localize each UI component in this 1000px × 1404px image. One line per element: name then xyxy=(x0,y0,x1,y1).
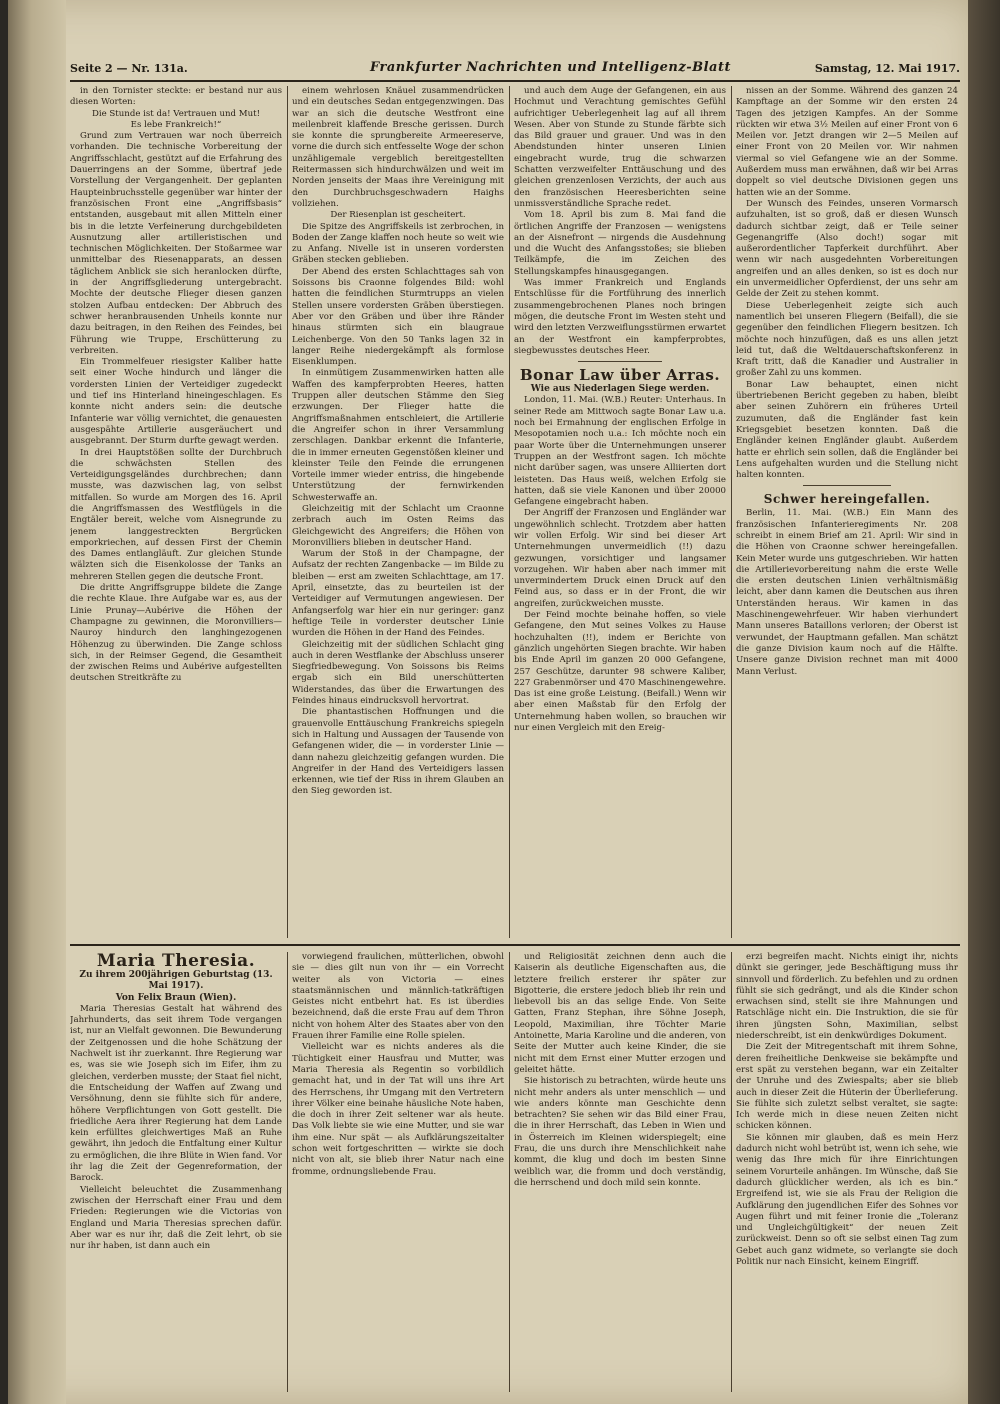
paragraph: Vom 18. April bis zum 8. Mai fand die örtlichen Angriffe der Franzosen — wenigstens an der Aisnefront — nirgends die Ausdehnung und die Wucht des Anfangsstoßes; sie blieben Teilkämpfe, die im Zeichen des Stellungskampfes hinausgegangen. xyxy=(514,210,726,277)
paragraph: Sie können mir glauben, daß es mein Herz dadurch nicht wohl betrübt ist, wenn ich sehe, wie wenig das Ihre mich für ihre Einrichtungen seinem Vorurteile anhängen. Im Wünsche, daß Sie dadurch glücklicher werden, als ich es bin.“ Ergreifend ist, wie sie als Frau der Religion die Aufklärung den jugendlichen Eifer des Sohnes vor Augen führt und mit feiner Ironie die „Toleranz und Ungleichgültigkeit“ der neuen Zeit zurückweist. Denn so oft sie selbst einen Tag zum Gebet auch ganz widmete, so verlangte sie doch Politik nur nach Einsicht, keinem Eingriff. xyxy=(736,1132,958,1268)
column-rule xyxy=(287,86,288,938)
paragraph: Der Angriff der Franzosen und Engländer war ungewöhnlich schlecht. Trotzdem aber hatten wir vollen Erfolg. Wir sind bei dieser Art Unternehmungen unvermeidlich (!!) dazu gezwungen, vorsichtiger und langsamer vorzugehen. Wir haben aber nach immer mit unvermindertem Druck einen Druck auf den Feind aus, so dass er in der Front, die wir angreifen, zurückweichen musste. xyxy=(514,508,726,609)
top-column-3 xyxy=(514,86,726,938)
paragraph: London, 11. Mai. (W.B.) Reuter: Unterhaus. In seiner Rede am Mittwoch sagte Bonar Law u.a. noch bei Ermahnung der englischen Erfolge in Mesopotamien noch u.a.: Ich möchte noch ein paar Worte über die Unternehmungen unserer Truppen an der Westfront sagen. Ich möchte nicht darüber sagen, was unsere Alliierten dort leisteten. Das Haus weiß, welchen Erfolg sie hatten, daß sie viele Kanonen und über 20000 Gefangene eingebracht haben. xyxy=(514,395,726,508)
paragraph: In drei Hauptstößen sollte der Durchbruch die schwächsten Stellen des Verteidigungsgeländes durchbrechen; dann musste, was dazwischen lag, von selbst mitfallen. So wurde am Morgen des 16. April die Angriffsmassen des Westflügels in die Engtäler bereit, welche vom Aisnegrunde zu jenem langgestreckten Bergrücken emporkriechen, auf dessen First der Chemin des Dames entlangläuft. Zur gleichen Stunde wälzten sich die Eisenkolosse der Tanks an mehreren Stellen gegen die deutsche Front. xyxy=(70,447,282,582)
top-column-1 xyxy=(70,86,282,938)
bottom-column-4 xyxy=(736,952,958,1392)
paragraph: In einmütigem Zusammenwirken hatten alle Waffen des kampferprobten Heeres, hatten Truppen aller deutschen Stämme den Sieg erzwungen. Der Flieger hatte die Angriffsmaßnahmen entschleiert, die Artillerie die Angreifer schon in ihrer Versammlung zerschlagen. Dankbar erkennt die Infanterie, die in immer erneuten Gegenstößen kleiner und kleinster Teile den Feinde die errungenen Vorteile immer wieder entriss, die hingebende Unterstützung der fernwirkenden Schwesterwaffe an. xyxy=(292,368,504,503)
paragraph: Die Zeit der Mitregentschaft mit ihrem Sohne, deren freiheitliche Denkweise sie bekämpfte und erst spät zu verstehen begann, war ein Zeitalter der Unruhe und des Zwiespalts; aber sie blieb auch in dieser Zeit die Hüterin der Überlieferung. Sie fühlte sich zuletzt selbst veraltet, sie sagte: Ich werde mich in diese neuen Zeiten nicht schicken können. xyxy=(736,1042,958,1132)
paragraph: Maria Theresias Gestalt hat während des Jahrhunderts, das seit ihrem Tode vergangen ist, nur an Vielfalt gewonnen. Die Bewunderung der Zeitgenossen und die hohe Schätzung der Nachwelt ist ihr zuerkannt. Ihre Regierung war es, was sie wie Joseph sich im Eifer, ihm zu gleichen, verderben musste; der Staat fiel nicht, die Entscheidung der Waffen auf Zwang und Versöhnung, denn sie fühlte sich für andere, höhere Verpflichtungen von Gott gestellt. Die friedliche Aera ihrer Regierung hat dem Lande kein erfülltes gleichwertiges Maß an Ruhe gewährt, ihn jedoch die Entfaltung einer Kultur zu ermöglichen, die ihre Blüte in Wien fand. Vor ihr lag die Zeit der Gegenreformation, der Barock. xyxy=(70,1003,282,1184)
paragraph: vorwiegend fraulichen, mütterlichen, obwohl sie — dies gilt nun von ihr — ein Vorrecht weiter als von Victoria — eines staatsmännischen und männlich-tatkräftigen Geistes nicht entbehrt hat. Es ist überdies bezeichnend, daß die erste Frau auf dem Thron nicht von hohem Alter des Staates aber von den Frauen ihrer Familie eine Rolle spielen. xyxy=(292,952,504,1042)
paragraph: Der Feind mochte beinahe hoffen, so viele Gefangene, den Mut seines Volkes zu Hause hochzuhalten (!!), indem er Berichte von gänzlich ungehörten Siegen brachte. Wir haben bis Ende April im ganzen 20 000 Gefangene, 257 Geschütze, darunter 98 schwere Kaliber, 227 Grabenmörser und 470 Maschinengewehre. Das ist eine große Leistung. (Beifall.) Wenn wir aber einen Maßstab für den Erfolg der Unternehmung haben wollen, so brauchen wir nur einen Vergleich mit den Ereig- xyxy=(514,610,726,734)
paragraph: Der Riesenplan ist gescheitert. xyxy=(330,210,466,221)
binding-edge xyxy=(8,0,66,1404)
column-rule xyxy=(287,952,288,1392)
article-separator xyxy=(803,485,892,486)
article-separator xyxy=(578,361,663,362)
paragraph: Was immer Frankreich und Englands Entschlüsse für die Fortführung des innerlich zusammengebrochenen Planes noch bringen mögen, die deutsche Front im Westen steht und wird den letzten Verzweiflungsstürmen erwartet an der Westfront ein kampferprobtes, siegbewusstes deutsches Heer. xyxy=(514,278,726,356)
masthead: Frankfurter Nachrichten und Intelligenz-Blatt xyxy=(370,60,731,75)
paragraph: Grund zum Vertrauen war noch überreich vorhanden. Die technische Vorbereitung der Angriffsschlacht, gestützt auf die Erfahrung des Dauerringens an der Somme, übertraf jede Vorstellung der Vergangenheit. Der geplanten Haupteinbruchsstelle gegenüber war hinter der französischen Front eine „Angriffsbasis“ entstanden, ausgebaut mit allen Mitteln einer bis in die letzte Verfeinerung durchgebildeten Ausnutzung aller artilleristischen und technischen Möglichkeiten. Der Stoßarmee war unmittelbar des Riesenapparats, an dessen täglichem Anblick sie sich heranlocken dürfte, in der Angriffsgliederung untergebracht. Mochte der deutsche Flieger diesen ganzen stolzen Aufbau entdecken: Der Abbruch des schwer heranbrausenden Unheils konnte nur dazu beitragen, in den Reihen des Feindes, bei Führung wie Truppe, Erschütterung zu verbreiten. xyxy=(70,131,282,356)
top-column-2 xyxy=(292,86,504,938)
paragraph: Die Stunde ist da! Vertrauen und Mut! xyxy=(91,108,261,119)
paragraph: Vielleicht beleuchtet die Zusammenhang zwischen der Herrschaft einer Frau und dem Frieden: Regierungen wie die Victorias von England und Maria Theresias sprechen dafür. Aber war es nur ihr, daß die Zeit lehrt, ob sie nur ihr haben, ist dann auch ein xyxy=(70,1184,282,1252)
paragraph: Der Wunsch des Feindes, unseren Vormarsch aufzuhalten, ist so groß, daß er diesen Wunsch dadurch sichtbar zeigt, daß er Teile seiner Gegenangriffe (Also doch!) sogar mit außerordentlicher Tapferkeit durchführt. Aber wenn wir nach ausgedehnten Vorbereitungen angreifen und an alles denken, so ist es doch nur ein unvermeidlicher Opferdienst, der uns sehr am Gelde der Zeit zu stehen kommt. xyxy=(736,198,958,300)
feuilleton-title: Maria Theresia. xyxy=(96,952,256,971)
page-header xyxy=(70,58,960,82)
page-edge-right xyxy=(968,0,1000,1404)
article-subtitle-bonar-law: Wie aus Niederlagen Siege werden. xyxy=(530,384,710,395)
paragraph: Gleichzeitig mit der Schlacht um Craonne zerbrach auch im Osten Reims das Gleichgewicht des Angreifers; die Höhen von Moronvilliers blieben in deutscher Hand. xyxy=(292,503,504,548)
column-rule xyxy=(509,86,510,938)
paragraph: Ein Trommelfeuer riesigster Kaliber hatte seit einer Woche hindurch und länger die vordersten Linien der Verteidiger zugedeckt und tief ins Hinterland hineingeschlagen. Es konnte nicht anders sein: die deutsche Infanterie war völlig vernichtet, die genauesten ausgespähte Artillerie ausgeräuchert und ausgebrannt. Der Sturm durfte gewagt werden. xyxy=(70,357,282,447)
feuilleton-subtitle: Zu ihrem 200jährigen Geburtstag (13. Mai 1917). xyxy=(79,970,273,992)
paragraph: und Religiosität zeichnen denn auch die Kaiserin als deutliche Eigenschaften aus, die letztere freilich ersterer ihr später zur Bigotterie, die erstere jedoch blieb ihr rein und liebevoll bis an das selige Ende. Von Seite Gatten, Franz Stephan, ihre Söhne Joseph, Leopold, Maximilian, ihre Töchter Marie Antoinette, Maria Karoline und die anderen, von Seite der Mutter auch keine Kinder, die sie nicht mit dem Ernst einer Mutter erzogen und geleitet hätte. xyxy=(514,952,726,1075)
column-rule xyxy=(509,952,510,1392)
bottom-column-3 xyxy=(514,952,726,1392)
paragraph: Die Spitze des Angriffskeils ist zerbrochen, in Boden der Zange klaffen noch heute so weit wie zu Anfang. Nivelle ist in unseren vordersten Gräben stecken geblieben. xyxy=(292,221,504,266)
paragraph: Berlin, 11. Mai. (W.B.) Ein Mann des französischen Infanterieregiments Nr. 208 schreibt in einem Brief am 21. April: Wir sind in die Höhen von Craonne schwer hereingefallen. Kein Meter wurde uns gutgeschrieben. Wir hatten die Artillerievorbereitung nahm die erste Welle die ersten deutschen Linien verhältnismäßig leicht, aber dann kamen die Deutschen aus ihren Unterständen heraus. Wir kamen in das Maschinengewehrfeuer. Wir haben vierhundert Mann unseres Bataillons verloren; der Oberst ist verwundet, der Hauptmann gefallen. Man schätzt die ganze Division kaum noch auf die Hälfte. Unsere ganze Division rechnet man mit 4000 Mann Verlust. xyxy=(736,508,958,677)
paragraph: Vielleicht war es nichts anderes als die Tüchtigkeit einer Hausfrau und Mutter, was Maria Theresia als Regentin so vorbildlich gemacht hat, und in der Tat will uns ihre Art des Herrschens, ihr Umgang mit den Vertretern ihrer Völker eine beinahe häusliche Note haben, die doch in ihrer Zeit seltener war als heute. Das Volk liebte sie wie eine Mutter, und sie war ihm eine. Nur spät — als Aufklärungszeitalter schon weit fortgeschritten — wirkte sie doch nicht von alt, sie blieb ihrer Natur nach eine fromme, ordnungsliebende Frau. xyxy=(292,1042,504,1177)
paragraph: Diese Ueberlegenheit zeigte sich auch namentlich bei unseren Fliegern (Beifall), die sie gegenüber den feindlichen Fliegern besitzen. Ich möchte noch hinzufügen, daß es uns allen jetzt leid tut, daß die Weltdauerschaftskonferenz in Kraft tritt, daß die Kanadier und Australier in großer Zahl zu uns kommen. xyxy=(736,300,958,379)
paragraph: Der Abend des ersten Schlachttages sah von Soissons bis Craonne folgendes Bild: wohl hatten die feindlichen Sturmtrupps an vielen Stellen unsere vordersten Gräben überstiegen. Aber vor den Gräben und über ihre Ränder hinaus stürmten sich ein blaugraue Leichenberge. Von den 50 Tanks lagen 32 in langer Reihe niedergekämpft als formlose Eisenklumpen. xyxy=(292,266,504,368)
article-title-bonar-law: Bonar Law über Arras. xyxy=(519,366,721,385)
paragraph: Warum der Stoß in der Champagne, der Aufsatz der rechten Zangenbacke — im Bilde zu bleiben — erst am zweiten Schlachttage, am 17. April, einsetzte, das zu beurteilen ist der Verteidiger auf Vermutungen angewiesen. Der Anfangserfolg war hier ein nur geringer: ganz heftige Teile in vorderster deutscher Linie wurden die Höhen in der Hand des Feindes. xyxy=(292,549,504,639)
paragraph: Die dritte Angriffsgruppe bildete die Zange die rechte Klaue. Ihre Aufgabe war es, aus der Linie Prunay—Aubérive die Höhen der Champagne zu gewinnen, die Moronvilliers—Nauroy hindurch den langhingezogenen Höhenzug zu überwinden. Die Zange schloss sich, in der Reimser Gegend, die Gesamtheit der zwischen Reims und Aubérive aufgestellten deutschen Streitkräfte zu xyxy=(70,583,282,684)
page-number: Seite 2 — Nr. 131a. xyxy=(70,62,188,75)
feuilleton-author: Von Felix Braun (Wien). xyxy=(115,992,237,1003)
bottom-column-2 xyxy=(292,952,504,1392)
paragraph: und auch dem Auge der Gefangenen, ein aus Hochmut und Verachtung gemischtes Gefühl aufrichtiger Ueberlegenheit lag auf all ihrem Wesen. Aber von Stunde zu Stunde färbte sich das Bild grauer und grauer. Und was in den Abendstunden hinter unseren Linien eingebracht wurde, trug die schwarzen Schatten verzweifelter Enttäuschung und des gleichen grenzenlosen Verzichts, der auch aus den französischen Heeresberichten seine unmissverständliche Sprache redet. xyxy=(514,86,726,209)
column-rule xyxy=(731,86,732,938)
paragraph: Es lebe Frankreich!“ xyxy=(130,119,222,130)
paragraph: in den Tornister steckte: er bestand nur aus diesen Worten: xyxy=(70,86,282,108)
paragraph: Gleichzeitig mit der südlichen Schlacht ging auch in deren Westflanke der Abschluss unserer Siegfriedbewegung. Von Soissons bis Reims ergab sich ein Bild unerschütterten Widerstandes, das über die Erwartungen des Feindes hinaus eindrucksvoll hervortrat. xyxy=(292,639,504,707)
bottom-column-1 xyxy=(70,952,282,1392)
paragraph: erzi begreifen macht. Nichts einigt ihr, nichts dünkt sie geringer, jede Beschäftigung muss ihr sinnvoll und förderlich. Zu befehlen und zu ordnen fühlt sie sich gedrängt, und als die Kinder schon erwachsen sind, stellt sie ihre Mahnungen und Ratschläge nicht ein. Die Instruktion, die sie für ihren jüngsten Sohn, Maximilian, selbst niederschreibt, ist ein denkwürdiges Dokument. xyxy=(736,952,958,1042)
issue-date: Samstag, 12. Mai 1917. xyxy=(814,62,960,75)
column-rule xyxy=(731,952,732,1392)
top-column-4 xyxy=(736,86,958,938)
paragraph: Die phantastischen Hoffnungen und die grauenvolle Enttäuschung Frankreichs spiegeln sich in Haltung und Aussagen der Tausende von Gefangenen wider, die — in vorderster Linie — dann nahezu gleichzeitig gefangen wurden. Die Angreifer in der Hand des Verteidigers lassen erkennen, wie tief der Riss in ihrem Glauben an den Sieg geworden ist. xyxy=(292,707,504,797)
paragraph: nissen an der Somme. Während des ganzen 24 Kampftage an der Somme wir den ersten 24 Tagen des jetzigen Kampfes. An der Somme rückten wir etwa 3½ Meilen auf einer Front von 6 Meilen vor. Jetzt drangen wir 2—5 Meilen auf einer Front von 20 Meilen vor. Wir nahmen viermal so viel Gefangene wie an der Somme. Außerdem muss man erwähnen, daß wir bei Arras doppelt so viel deutsche Divisionen gegen uns hatten wie an der Somme. xyxy=(736,86,958,198)
section-divider xyxy=(70,944,960,946)
paragraph: Bonar Law behauptet, einen nicht übertriebenen Bericht gegeben zu haben, bleibt aber seinen Zuhörern ein früheres Urteil zuzumuten, daß die Engländer fast kein Kriegsgebiet besetzen konnten. Daß die Engländer keinen Engländer glaubt. Außerdem hatte er ehrlich sein sollen, daß die Engländer bei Lens aufgehalten wurden und die Stellung nicht halten konnten. xyxy=(736,379,958,481)
paragraph: Sie historisch zu betrachten, würde heute uns nicht mehr anders als unter menschlich — und wie anders könnte man Geschichte denn betrachten? Sie sehen wir das Bild einer Frau, die in ihrer Herrschaft, das Leben in Wien und in Österreich im Kleinen widerspiegelt; eine Frau, die uns durch ihre Menschlichkeit nahe kommt, die klug und doch im besten Sinne weiblich war, die fromm und doch verständig, die herrschend und doch mild sein konnte. xyxy=(514,1076,726,1188)
article-title-schwer: Schwer hereingefallen. xyxy=(763,492,931,507)
paragraph: einem wehrlosen Knäuel zusammendrücken und ein deutsches Sedan entgegenzwingen. Das war an sich die deutsche Westfront eine meilenbreit klaffende Bresche gerissen. Durch sie konnte die sprungbereite Armeereserve, vorne die durch sich entfesselte Woge der schon unzähligemale vergeblich bereitgestellten Reitermassen sich hindurchwälzen und weit im Norden jenseits der Maas ihre Vereinigung mit den Durchbruchsgeschwadern Haighs vollziehen. xyxy=(292,86,504,209)
